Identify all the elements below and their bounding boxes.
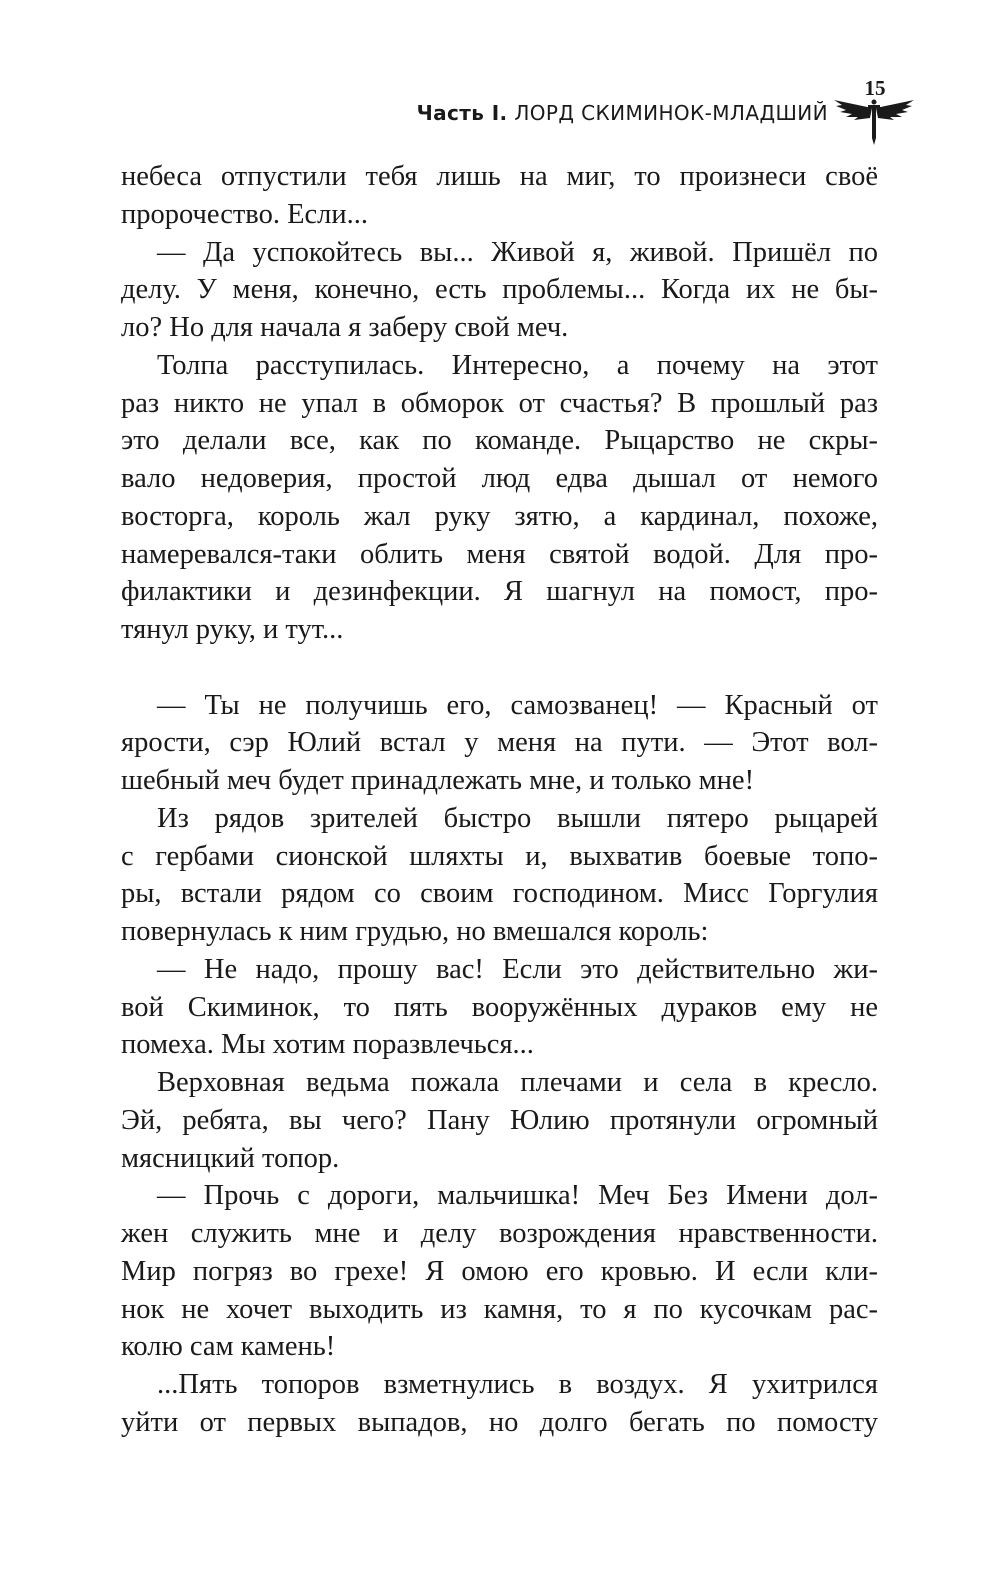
winged-sword-icon — [832, 96, 916, 146]
text-line: восторга, король жал руку зятю, а кардинал, похоже, — [121, 500, 878, 532]
text-line: повернулась к ним грудью, но вмешался король: — [121, 916, 709, 947]
text-line: это делали все, как по команде. Рыцарство не скры- — [121, 425, 878, 457]
text-line: ярости, сэр Юлий встал у меня на пути. — Этот вол- — [121, 727, 878, 759]
text-line: ло? Но для начала я заберу свой меч. — [121, 312, 569, 343]
text-line: делу. У меня, конечно, есть проблемы... Когда их не бы- — [121, 274, 878, 306]
text-line: небеса отпустили тебя лишь на миг, то произнеси своё — [121, 161, 878, 192]
part-label: Часть I. — [416, 101, 508, 125]
text-line: тянул руку, и тут... — [121, 614, 344, 645]
text-line: нок не хочет выходить из камня, то я по кусочкам рас- — [121, 1293, 878, 1325]
text-line: ры, встали рядом со своим господином. Мисс Горгулия — [121, 878, 878, 910]
text-line: шебный меч будет принадлежать мне, и только мне! — [121, 765, 755, 796]
text-line: филактики и дезинфекции. Я шагнул на помост, про- — [121, 576, 878, 608]
text-line: Эй, ребята, вы чего? Пану Юлию протянули огромный — [121, 1104, 878, 1136]
text-line: Верховная ведьма пожала плечами и села в кресло. — [157, 1067, 878, 1098]
text-line: — Да успокойтесь вы... Живой я, живой. Пришёл по — [157, 236, 878, 268]
text-line: колю сам камень! — [121, 1331, 336, 1363]
running-header — [417, 101, 828, 125]
text-line: жен служить мне и делу возрождения нравственности. — [121, 1218, 878, 1249]
text-line: — Не надо, прошу вас! Если это действительно жи- — [157, 953, 878, 985]
text-line: вой Скиминок, то пять вооружённых дураков ему не — [121, 991, 878, 1023]
text-line: Мир погряз во грехе! Я омою его кровью. И если кли- — [121, 1255, 878, 1287]
text-line: вало недоверия, простой люд едва дышал от немого — [121, 463, 878, 494]
body-text — [121, 158, 878, 1442]
blank-line — [121, 649, 878, 687]
page-number: 15 — [864, 76, 886, 100]
text-line: помеха. Мы хотим поразвлечься... — [121, 1029, 534, 1061]
text-line: Толпа расступилась. Интересно, а почему на этот — [157, 349, 878, 381]
text-line: — Ты не получишь его, самозванец! — Красный от — [157, 689, 878, 721]
text-line: ...Пять топоров взметнулись в воздух. Я ухитрился — [157, 1369, 878, 1400]
text-line: с гербами сионской шляхты и, выхватив боевые топо- — [121, 840, 878, 872]
text-line: — Прочь с дороги, мальчишка! Меч Без Имени дол- — [157, 1180, 878, 1212]
text-line: уйти от первых выпадов, но долго бегать по помосту — [121, 1406, 878, 1438]
chapter-title: ЛОРД СКИМИНОК-МЛАДШИЙ — [514, 101, 828, 125]
text-line: намеревался-таки облить меня святой водой. Для про- — [121, 538, 878, 570]
text-line: пророчество. Если... — [121, 198, 368, 230]
text-line: мясницкий топор. — [121, 1142, 340, 1174]
text-line: Из рядов зрителей быстро вышли пятеро рыцарей — [157, 802, 878, 834]
text-line: раз никто не упал в обморок от счастья? В прошлый раз — [121, 387, 878, 419]
